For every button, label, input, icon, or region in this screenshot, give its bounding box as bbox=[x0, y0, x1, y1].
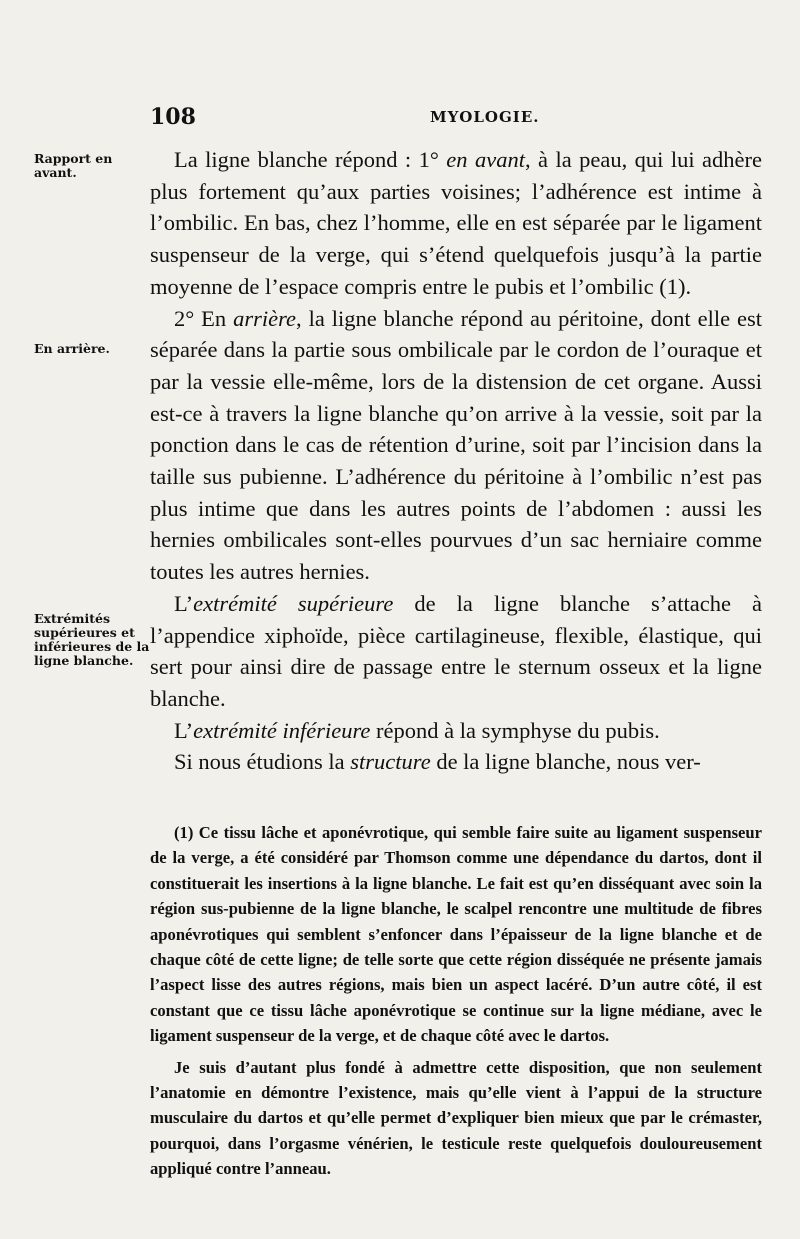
paragraph-rapport-avant bbox=[150, 144, 762, 303]
page-header bbox=[150, 104, 770, 134]
text-run: , à la peau, qui lui adhère plus fortement qu’aux parties voisines; l’adhérence est intime à l’ombilic. En bas, chez l’homme, elle en est séparée par le ligament suspenseur de la verge, qui s’étend quelquefois jusqu’à la partie moyenne de l’espace compris entre le pubis et l’ombilic (1). bbox=[150, 147, 762, 299]
text-run: de la ligne blanche, nous ver- bbox=[430, 749, 701, 775]
text-run: répond à la symphyse du pubis. bbox=[370, 717, 660, 743]
margin-note-rapport: Rapport en avant. bbox=[34, 151, 113, 180]
italic-term: extrémité supérieure bbox=[193, 590, 394, 616]
paragraph-extremite-superieure bbox=[150, 588, 762, 715]
paragraph-structure bbox=[150, 746, 762, 778]
italic-term: structure bbox=[350, 749, 431, 775]
footnote-1-continued: Je suis d’autant plus fondé à admettre cette disposition, que non seulement l’anatomie en démontre l’existence, mais qu’elle vient à l’appui de la structure musculaire du dartos et qu’elle permet d’expliquer bien mieux que par le crémaster, pourquoi, dans l’orgasme vénérien, le testicule reste quelquefois douloureusement appliqué contre l’anneau. bbox=[150, 1057, 762, 1179]
italic-term: arrière bbox=[233, 305, 297, 331]
running-title: MYOLOGIE. bbox=[430, 108, 540, 126]
text-run: La ligne blanche répond : 1° bbox=[174, 147, 447, 172]
margin-note-arriere: En arrière. bbox=[34, 341, 110, 356]
text-run: Si nous étudions la bbox=[174, 749, 351, 775]
text-run: L’ bbox=[174, 590, 194, 616]
footnotes bbox=[150, 820, 762, 1188]
text-run: , la ligne blanche répond au péritoine, dont elle est séparée dans la partie sous ombilicale par le cordon de l’ouraque et par la vessie elle-même, lors de la distension de cet organe. Aussi est-ce à travers la ligne blanche qu’on arrive à la vessie, soit par la ponction dans le cas de rétention d’urine, soit par l’incision dans la taille sus pubienne. L’adhérence du péritoine à l’ombilic n’est pas plus intime que dans les autres points de l’abdomen : aussi les hernies ombilicales sont-elles pourvues d’un sac herniaire comme toutes les autres hernies. bbox=[150, 305, 762, 585]
italic-term: en avant bbox=[446, 147, 525, 172]
paragraph-extremite-inferieure bbox=[150, 715, 762, 747]
margin-note-extremites: Extrémités supérieures et inférieures de la ligne blanche. bbox=[34, 611, 150, 668]
paragraph-arriere bbox=[150, 303, 762, 588]
text-run: L’ bbox=[174, 717, 194, 743]
text-run: 2° En bbox=[174, 305, 234, 331]
footnote-1: (1) Ce tissu lâche et aponévrotique, qui semble faire suite au ligament suspenseur de la verge, a été considéré par Thomson comme une dépendance du dartos, dont il constituerait les insertions à la ligne blanche. Le fait est qu’en disséquant avec soin la région sus-pubienne de la ligne blanche, le scalpel rencontre une multitude de fibres aponévrotiques qui semblent s’enfoncer dans l’épaisseur de la ligne blanche et de chaque côté de cette ligne; de telle sorte que cette région disséquée ne présente jamais l’aspect lisse des autres régions, mais bien un aspect lacéré. D’un autre côté, il est constant que ce tissu lâche aponévrotique se continue sur la ligne médiane, avec le ligament suspenseur de la verge, et de chaque côté avec le dartos. bbox=[150, 823, 762, 1046]
text-run: de la ligne blanche s’attache à l’appendice xiphoïde, pièce cartilagineuse, flexible, élastique, qui sert pour ainsi dire de passage entre le sternum osseux et la ligne blanche. bbox=[150, 590, 762, 711]
main-text bbox=[150, 144, 762, 778]
italic-term: extrémité inférieure bbox=[193, 717, 371, 743]
page-number: 108 bbox=[150, 104, 196, 130]
